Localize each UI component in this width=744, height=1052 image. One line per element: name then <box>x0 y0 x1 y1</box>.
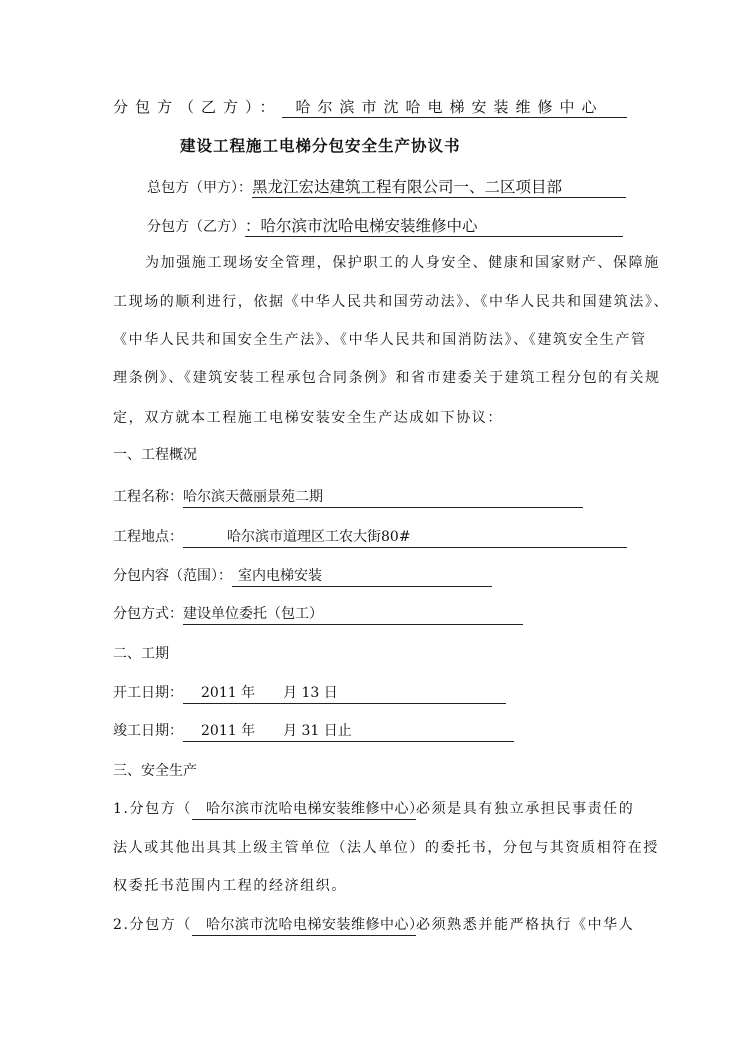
method-value: 建设单位委托（包工） <box>183 604 523 625</box>
end-date-line <box>113 721 514 742</box>
project-location-line <box>113 527 627 548</box>
item2-prefix: 2.分包方（ <box>113 917 192 933</box>
start-date-label: 开工日期： <box>113 685 183 701</box>
project-name-label: 工程名称： <box>113 489 183 505</box>
item1-line2: 法人或其他出具其上级主管单位（法人单位）的委托书，分包与其资质相符在授 <box>113 840 659 856</box>
item2-suffix: 必须熟悉并能严格执行《中华人 <box>415 917 635 933</box>
item2-line <box>113 915 634 936</box>
item1-suffix: 必须是具有独立承担民事责任的 <box>415 801 635 817</box>
end-date-label: 竣工日期： <box>113 723 183 739</box>
item1-line3: 权委托书范围内工程的经济组织。 <box>113 878 347 894</box>
item1-line <box>113 799 634 820</box>
method-line <box>113 604 523 625</box>
sub-label: 分包方（乙方） <box>147 219 245 235</box>
intro-line: 工现场的顺利进行，依据《中华人民共和国劳动法》、《中华人民共和国建筑法》、 <box>113 294 670 310</box>
project-location-value: 哈尔滨市道理区工农大街80# <box>183 527 627 548</box>
project-location-label: 工程地点： <box>113 529 183 545</box>
intro-line: 定，双方就本工程施工电梯安装安全生产达成如下协议： <box>113 410 503 426</box>
subcontractor-line <box>147 216 623 237</box>
intro-line: 为加强施工现场安全管理，保护职工的人身安全、健康和国家财产、保障施 <box>145 255 660 271</box>
header-line <box>113 97 627 118</box>
intro-line: 理条例》、《建筑安装工程承包合同条例》和省市建委关于建筑工程分包的有关规 <box>113 370 661 386</box>
scope-line <box>113 566 492 587</box>
intro-line: 《中华人民共和国安全生产法》、《中华人民共和国消防法》、《建筑安全生产管 <box>113 332 647 348</box>
start-date-line <box>113 683 506 704</box>
item1-prefix: 1.分包方（ <box>113 801 192 817</box>
project-name-line <box>113 487 583 508</box>
item1-value: 哈尔滨市沈哈电梯安装维修中心） <box>192 799 416 820</box>
scope-value: 室内电梯安装 <box>232 566 492 587</box>
section1-heading: 一、工程概况 <box>113 447 197 463</box>
section3-heading: 三、安全生产 <box>113 763 197 779</box>
document-title: 建设工程施工电梯分包安全生产协议书 <box>180 136 461 155</box>
sub-value: ：哈尔滨市沈哈电梯安装维修中心 <box>245 216 623 237</box>
project-name-value: 哈尔滨天薇丽景苑二期 <box>183 487 583 508</box>
method-label: 分包方式： <box>113 606 183 622</box>
header-value: 哈尔滨市沈哈电梯安装维修中心 <box>282 97 627 118</box>
scope-label: 分包内容（范围）： <box>113 568 232 584</box>
header-label: 分包方（乙方）： <box>113 98 282 116</box>
general-label: 总包方（甲方）： <box>147 180 252 196</box>
general-value: 黑龙江宏达建筑工程有限公司一、二区项目部 <box>252 177 626 198</box>
start-date-value: 2011 年 月 13 日 <box>183 683 506 704</box>
end-date-value: 2011 年 月 31 日止 <box>183 721 514 742</box>
general-contractor-line <box>147 177 626 198</box>
section2-heading: 二、工期 <box>113 646 169 662</box>
item2-value: 哈尔滨市沈哈电梯安装维修中心） <box>192 915 416 936</box>
